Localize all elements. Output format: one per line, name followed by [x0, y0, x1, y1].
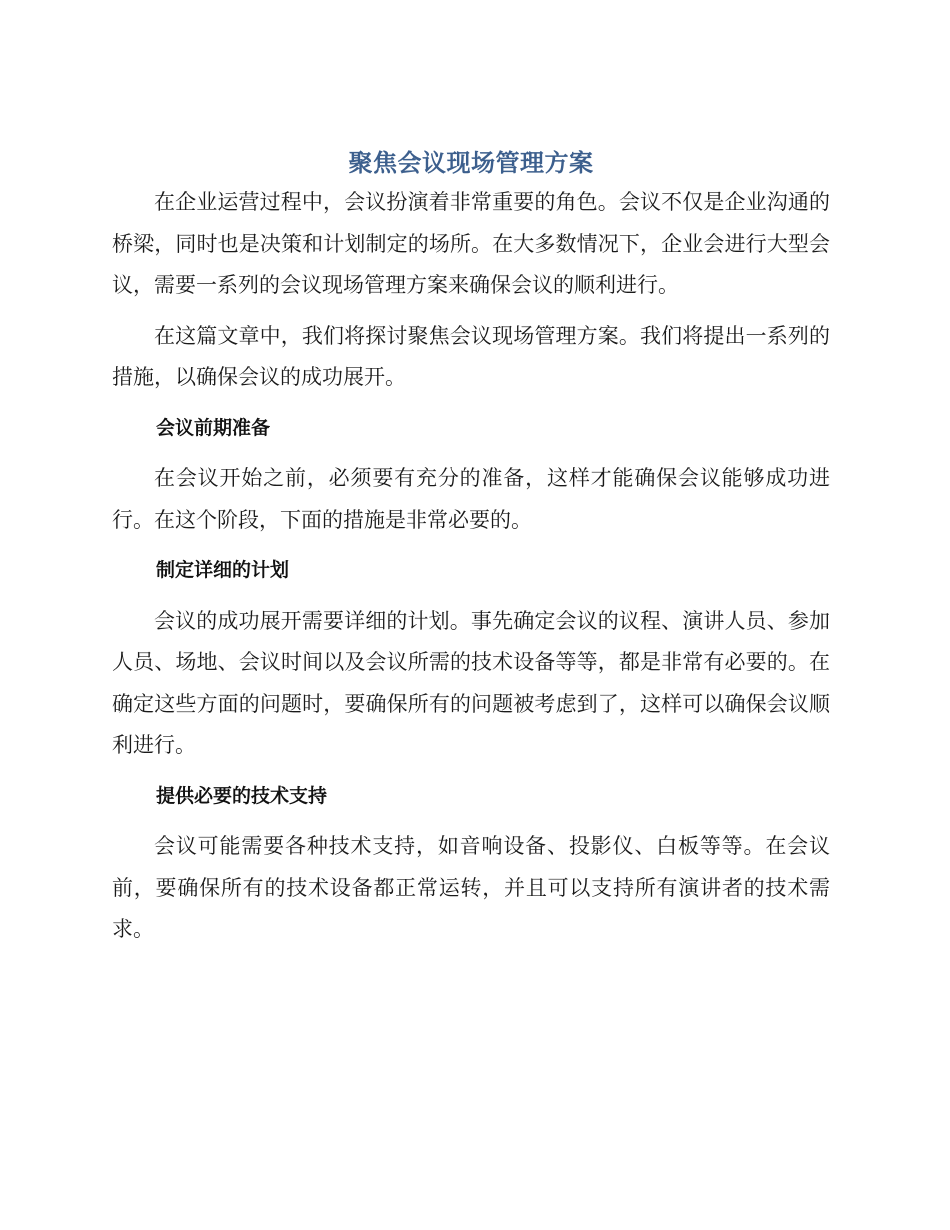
section-heading-detailed-plan: 制定详细的计划: [156, 559, 290, 581]
intro-paragraph-2: 在这篇文章中，我们将探讨聚焦会议现场管理方案。我们将提出一系列的措施，以确保会议的成功展开。: [112, 323, 830, 389]
section-paragraph-technical-support: 会议可能需要各种技术支持，如音响设备、投影仪、白板等等。在会议前，要确保所有的技术设备都正常运转，并且可以支持所有演讲者的技术需求。: [112, 834, 830, 941]
section-paragraph-detailed-plan: 会议的成功展开需要详细的计划。事先确定会议的议程、演讲人员、参加人员、场地、会议时间以及会议所需的技术设备等等，都是非常有必要的。在确定这些方面的问题时，要确保所有的问题被考虑到了，这样可以确保会议顺利进行。: [112, 608, 830, 757]
section-heading-technical-support: 提供必要的技术支持: [156, 784, 328, 807]
section-heading-preparation: 会议前期准备: [156, 416, 271, 439]
intro-paragraph-1: 在企业运营过程中，会议扮演着非常重要的角色。会议不仅是企业沟通的桥梁，同时也是决策和计划制定的场所。在大多数情况下，企业会进行大型会议，需要一系列的会议现场管理方案来确保会议的顺利进行。: [112, 190, 830, 297]
section-paragraph-preparation: 在会议开始之前，必须要有充分的准备，这样才能确保会议能够成功进行。在这个阶段，下面的措施是非常必要的。: [112, 466, 830, 532]
document-title: 聚焦会议现场管理方案: [348, 149, 594, 177]
document-page: [112, 146, 830, 960]
